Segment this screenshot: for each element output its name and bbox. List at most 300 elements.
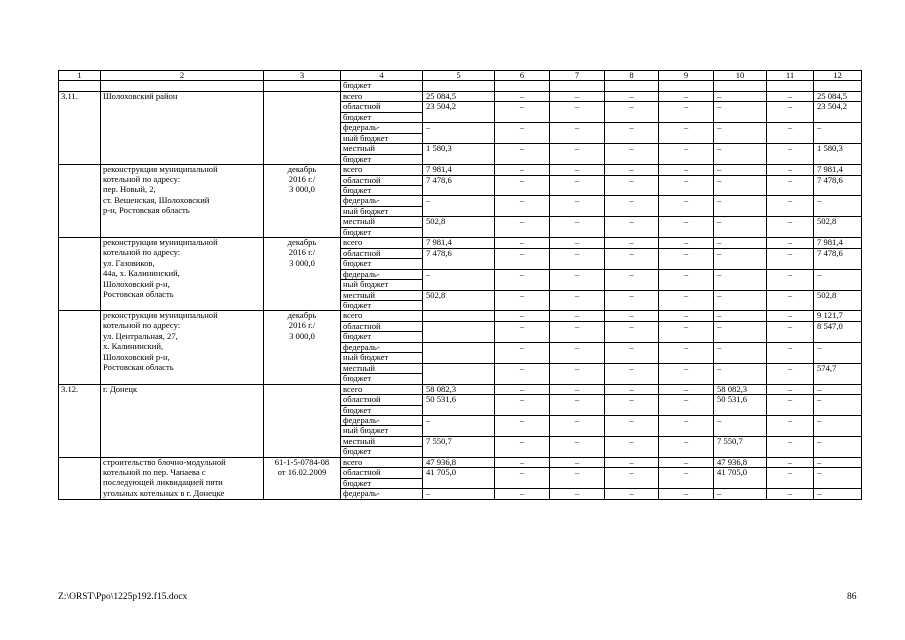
table-cell — [495, 447, 550, 457]
table-row — [59, 112, 862, 122]
table-cell: 25 084,5 — [423, 91, 495, 101]
table-row — [59, 185, 862, 195]
table-cell: местный — [341, 363, 423, 373]
table-cell — [659, 374, 714, 384]
table-cell: 2016 г./ — [264, 321, 341, 331]
table-cell: – — [495, 91, 550, 101]
table-cell: – — [814, 196, 862, 206]
table-cell — [714, 227, 767, 237]
table-cell: – — [767, 321, 814, 331]
table-cell — [59, 196, 101, 206]
table-cell — [659, 81, 714, 91]
table-cell — [767, 185, 814, 195]
table-row — [59, 248, 862, 258]
table-cell — [659, 185, 714, 195]
table-cell: г. Донецк — [101, 384, 264, 394]
table-cell: – — [767, 238, 814, 248]
table-cell: 23 504,2 — [423, 102, 495, 112]
table-cell: 47 936,8 — [423, 457, 495, 467]
table-cell: строительство блочно-модульной — [101, 457, 264, 467]
table-cell: Шолоховский р-н, — [101, 353, 264, 363]
table-cell: – — [659, 290, 714, 300]
table-cell: – — [605, 395, 659, 405]
table-cell: – — [550, 102, 605, 112]
table-cell — [605, 374, 659, 384]
table-cell: – — [714, 290, 767, 300]
table-cell: последующей ликвидацией пяти — [101, 478, 264, 488]
table-cell: 7 478,6 — [814, 248, 862, 258]
table-cell: угольных котельных в г. Донецке — [101, 489, 264, 499]
table-cell — [423, 374, 495, 384]
table-cell: 7 478,6 — [814, 175, 862, 185]
table-cell: – — [659, 144, 714, 154]
table-cell: реконструкция муниципальной — [101, 238, 264, 248]
table-cell: – — [714, 363, 767, 373]
table-row — [59, 405, 862, 415]
table-cell — [264, 447, 341, 457]
table-cell: областной — [341, 468, 423, 478]
table-cell — [495, 154, 550, 164]
table-cell — [59, 426, 101, 436]
table-cell — [59, 123, 101, 133]
table-cell: – — [550, 269, 605, 279]
table-cell: – — [767, 342, 814, 352]
table-cell — [550, 353, 605, 363]
table-cell: – — [767, 363, 814, 373]
table-row — [59, 217, 862, 227]
table-cell — [767, 227, 814, 237]
table-row — [59, 259, 862, 269]
table-cell — [264, 81, 341, 91]
table-row — [59, 374, 862, 384]
table-cell: – — [495, 248, 550, 258]
table-cell: – — [659, 217, 714, 227]
table-cell: – — [714, 144, 767, 154]
table-cell — [714, 426, 767, 436]
table-cell: бюджет — [341, 112, 423, 122]
table-cell: – — [714, 165, 767, 175]
table-cell: – — [550, 468, 605, 478]
table-cell: 7 550,7 — [423, 436, 495, 446]
table-cell: ный бюджет — [341, 280, 423, 290]
table-cell — [714, 353, 767, 363]
table-cell — [659, 332, 714, 342]
table-cell: – — [714, 91, 767, 101]
table-cell: – — [495, 342, 550, 352]
table-cell — [714, 259, 767, 269]
table-cell: – — [814, 123, 862, 133]
table-cell — [101, 144, 264, 154]
table-cell: 502,8 — [423, 290, 495, 300]
table-cell: Шолоховский район — [101, 91, 264, 101]
table-cell: – — [550, 321, 605, 331]
table-cell — [59, 395, 101, 405]
table-cell — [714, 478, 767, 488]
table-cell: – — [714, 321, 767, 331]
table-cell: – — [605, 102, 659, 112]
table-cell — [59, 405, 101, 415]
table-cell: – — [767, 91, 814, 101]
table-cell: 50 531,6 — [714, 395, 767, 405]
table-cell: областной — [341, 102, 423, 112]
table-cell: 58 082,3 — [714, 384, 767, 394]
table-cell: местный — [341, 290, 423, 300]
table-cell — [59, 144, 101, 154]
table-cell: всего — [341, 238, 423, 248]
table-cell — [814, 447, 862, 457]
table-cell: федераль- — [341, 489, 423, 499]
table-cell: 502,8 — [423, 217, 495, 227]
table-cell: – — [605, 321, 659, 331]
table-row — [59, 321, 862, 331]
table-cell — [264, 91, 341, 101]
table-cell — [605, 259, 659, 269]
table-cell — [495, 478, 550, 488]
table-cell: – — [659, 321, 714, 331]
table-cell — [264, 300, 341, 310]
table-cell: – — [550, 175, 605, 185]
table-cell: – — [814, 342, 862, 352]
table-cell — [814, 227, 862, 237]
table-cell — [714, 154, 767, 164]
table-cell: – — [659, 175, 714, 185]
table-cell: – — [659, 196, 714, 206]
table-row — [59, 311, 862, 321]
table-cell — [101, 395, 264, 405]
table-cell: – — [423, 269, 495, 279]
table-cell — [814, 185, 862, 195]
table-cell: – — [550, 196, 605, 206]
table-cell: – — [659, 238, 714, 248]
table-cell — [767, 332, 814, 342]
table-cell — [495, 259, 550, 269]
table-cell — [423, 154, 495, 164]
table-row — [59, 489, 862, 499]
table-cell — [550, 133, 605, 143]
table-cell: – — [659, 269, 714, 279]
table-cell — [605, 154, 659, 164]
table-cell: – — [605, 436, 659, 446]
table-cell: – — [605, 457, 659, 467]
table-cell — [767, 353, 814, 363]
table-row — [59, 133, 862, 143]
table-cell: – — [659, 468, 714, 478]
table-cell: Ростовская область — [101, 363, 264, 373]
table-cell — [264, 112, 341, 122]
table-cell — [423, 311, 495, 321]
table-cell: – — [714, 248, 767, 258]
table-cell — [264, 384, 341, 394]
table-cell: федераль- — [341, 196, 423, 206]
table-cell: – — [814, 468, 862, 478]
table-cell — [101, 300, 264, 310]
table-cell: декабрь — [264, 311, 341, 321]
table-cell — [59, 478, 101, 488]
table-cell — [264, 478, 341, 488]
table-cell: – — [659, 165, 714, 175]
table-cell — [814, 353, 862, 363]
table-cell — [659, 227, 714, 237]
table-cell: – — [659, 248, 714, 258]
table-cell: – — [767, 165, 814, 175]
table-cell — [59, 332, 101, 342]
table-cell — [59, 447, 101, 457]
table-cell: – — [767, 269, 814, 279]
table-cell: – — [814, 457, 862, 467]
table-cell — [659, 154, 714, 164]
table-cell — [59, 175, 101, 185]
table-cell — [495, 227, 550, 237]
table-cell — [264, 154, 341, 164]
table-row — [59, 415, 862, 425]
table-cell — [59, 363, 101, 373]
table-cell: – — [550, 395, 605, 405]
table-cell: – — [767, 123, 814, 133]
table-cell — [423, 133, 495, 143]
table-cell: котельной по адресу: — [101, 175, 264, 185]
table-cell: – — [767, 144, 814, 154]
table-cell — [101, 217, 264, 227]
table-cell: декабрь — [264, 238, 341, 248]
table-cell: – — [495, 102, 550, 112]
table-cell: – — [495, 238, 550, 248]
header-cell: 7 — [550, 71, 605, 81]
table-cell: бюджет — [341, 185, 423, 195]
table-row — [59, 468, 862, 478]
table-cell: – — [714, 217, 767, 227]
table-row — [59, 238, 862, 248]
table-cell: областной — [341, 321, 423, 331]
table-cell — [59, 154, 101, 164]
table-cell — [59, 259, 101, 269]
footer-page-number: 86 — [847, 592, 857, 602]
table-cell: 41 705,0 — [423, 468, 495, 478]
table-cell — [423, 321, 495, 331]
table-cell: всего — [341, 311, 423, 321]
table-cell: – — [605, 91, 659, 101]
table-cell — [495, 206, 550, 216]
footer-file-path: Z:\ORST\Ppo\1225p192.f15.docx — [58, 592, 188, 602]
table-cell: – — [495, 384, 550, 394]
table-cell — [659, 426, 714, 436]
table-cell: всего — [341, 457, 423, 467]
table-cell — [659, 405, 714, 415]
table-cell — [550, 332, 605, 342]
table-cell: 502,8 — [814, 290, 862, 300]
table-cell — [495, 280, 550, 290]
table-cell: всего — [341, 165, 423, 175]
table-row — [59, 332, 862, 342]
table-cell — [814, 332, 862, 342]
table-cell — [423, 112, 495, 122]
table-cell: – — [659, 311, 714, 321]
table-cell: – — [767, 384, 814, 394]
table-cell — [59, 468, 101, 478]
table-cell: ный бюджет — [341, 353, 423, 363]
table-header-row — [59, 71, 862, 81]
table-cell: – — [495, 457, 550, 467]
table-cell: – — [605, 468, 659, 478]
header-cell: 1 — [59, 71, 101, 81]
table-cell: – — [495, 436, 550, 446]
table-row — [59, 196, 862, 206]
table-cell: – — [659, 457, 714, 467]
table-cell: – — [714, 311, 767, 321]
table-cell: – — [659, 384, 714, 394]
table-cell — [550, 206, 605, 216]
table-cell — [767, 154, 814, 164]
table-cell — [264, 227, 341, 237]
table-cell — [59, 206, 101, 216]
header-cell: 2 — [101, 71, 264, 81]
table-cell: – — [659, 489, 714, 499]
table-cell — [264, 269, 341, 279]
table-cell: – — [605, 363, 659, 373]
table-cell — [659, 112, 714, 122]
table-cell — [423, 300, 495, 310]
table-cell — [550, 280, 605, 290]
table-cell — [714, 300, 767, 310]
table-cell: федераль- — [341, 269, 423, 279]
table-cell: – — [550, 144, 605, 154]
table-cell — [59, 374, 101, 384]
table-cell — [659, 447, 714, 457]
table-cell — [423, 363, 495, 373]
table-cell — [814, 112, 862, 122]
table-cell — [814, 426, 862, 436]
table-cell — [59, 290, 101, 300]
table-cell — [495, 133, 550, 143]
table-cell — [550, 227, 605, 237]
table-cell — [714, 405, 767, 415]
table-cell: 7 478,6 — [423, 175, 495, 185]
table-cell: ул. Газовиков, — [101, 259, 264, 269]
table-cell: – — [714, 175, 767, 185]
table-cell — [767, 112, 814, 122]
table-cell: – — [714, 489, 767, 499]
table-cell — [814, 478, 862, 488]
table-cell — [495, 112, 550, 122]
table-row — [59, 123, 862, 133]
table-cell: – — [767, 468, 814, 478]
table-cell: 1 580,3 — [814, 144, 862, 154]
table-cell — [814, 405, 862, 415]
table-cell — [59, 217, 101, 227]
table-cell: ный бюджет — [341, 206, 423, 216]
table-cell: – — [659, 395, 714, 405]
table-cell — [101, 112, 264, 122]
table-cell: – — [767, 102, 814, 112]
table-cell — [495, 185, 550, 195]
table-cell: – — [767, 489, 814, 499]
table-cell — [767, 280, 814, 290]
table-cell — [423, 185, 495, 195]
table-cell: бюджет — [341, 405, 423, 415]
table-cell: р-н, Ростовская область — [101, 206, 264, 216]
table-cell: – — [714, 123, 767, 133]
table-cell — [605, 426, 659, 436]
table-cell — [550, 478, 605, 488]
table-cell — [659, 478, 714, 488]
header-cell: 6 — [495, 71, 550, 81]
table-cell — [264, 405, 341, 415]
table-cell: 41 705,0 — [714, 468, 767, 478]
table-cell — [495, 300, 550, 310]
table-cell: всего — [341, 384, 423, 394]
table-cell — [59, 185, 101, 195]
table-row — [59, 175, 862, 185]
table-cell — [264, 102, 341, 112]
table-cell — [264, 415, 341, 425]
table-cell: – — [495, 175, 550, 185]
table-cell: бюджет — [341, 154, 423, 164]
table-cell — [264, 374, 341, 384]
table-cell — [659, 133, 714, 143]
table-cell — [659, 259, 714, 269]
table-cell: 7 981,4 — [423, 238, 495, 248]
table-cell — [423, 259, 495, 269]
table-cell: 23 504,2 — [814, 102, 862, 112]
table-cell: реконструкция муниципальной — [101, 311, 264, 321]
table-cell — [59, 321, 101, 331]
table-row — [59, 102, 862, 112]
table-cell — [423, 353, 495, 363]
table-cell — [59, 353, 101, 363]
table-cell — [605, 300, 659, 310]
table-cell: бюджет — [341, 259, 423, 269]
table-cell: – — [605, 384, 659, 394]
table-cell: – — [767, 217, 814, 227]
table-cell: 3 000,0 — [264, 259, 341, 269]
table-cell: областной — [341, 395, 423, 405]
table-cell — [59, 311, 101, 321]
table-cell: 1 580,3 — [423, 144, 495, 154]
table-cell — [714, 112, 767, 122]
table-cell — [59, 342, 101, 352]
table-cell: 2016 г./ — [264, 175, 341, 185]
table-cell: – — [550, 217, 605, 227]
table-cell: 502,8 — [814, 217, 862, 227]
table-cell: – — [605, 238, 659, 248]
table-cell — [59, 457, 101, 467]
table-cell: бюджет — [341, 332, 423, 342]
table-cell: – — [767, 175, 814, 185]
table-cell: – — [495, 311, 550, 321]
header-cell: 9 — [659, 71, 714, 81]
table-cell: 3.12. — [59, 384, 101, 394]
table-cell: – — [767, 290, 814, 300]
table-cell: – — [550, 415, 605, 425]
table-cell: – — [550, 238, 605, 248]
table-cell: – — [814, 436, 862, 446]
table-cell — [59, 227, 101, 237]
table-cell — [550, 185, 605, 195]
table-cell — [264, 217, 341, 227]
table-cell: ул. Центральная, 27, — [101, 332, 264, 342]
table-cell — [659, 353, 714, 363]
table-cell: 7 981,4 — [814, 165, 862, 175]
table-cell: – — [550, 290, 605, 300]
table-cell: – — [659, 342, 714, 352]
table-cell — [101, 81, 264, 91]
table-cell: – — [495, 290, 550, 300]
table-cell — [495, 81, 550, 91]
table-cell: ный бюджет — [341, 426, 423, 436]
table-cell — [814, 206, 862, 216]
table-cell: – — [423, 196, 495, 206]
table-cell: 8 547,0 — [814, 321, 862, 331]
table-cell: 3 000,0 — [264, 185, 341, 195]
